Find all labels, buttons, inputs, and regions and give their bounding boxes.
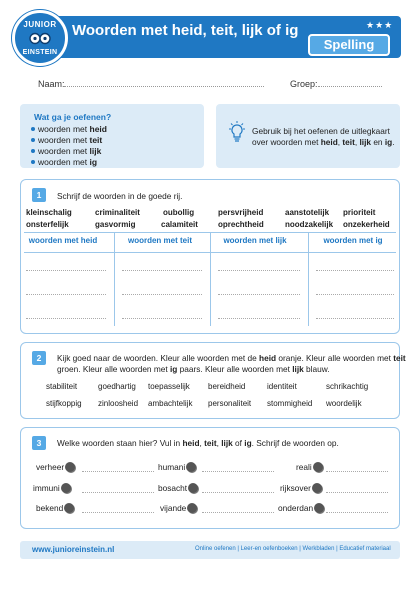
lightbulb-icon <box>228 121 246 143</box>
exercise-2-instruction-1: Kijk goed naar de woorden. Kleur alle woorden met de heid oranje. Kleur alle woorden met teit <box>57 353 406 363</box>
word: kleinschalig <box>26 208 72 217</box>
column-divider <box>114 232 115 326</box>
goal-item: woorden met heid <box>38 124 107 134</box>
color-word[interactable]: toepasselijk <box>148 382 190 391</box>
answer-line[interactable] <box>218 294 300 295</box>
color-word[interactable]: schrikachtig <box>326 382 369 391</box>
word: calamiteit <box>161 220 198 229</box>
color-word[interactable]: ambachtelijk <box>148 399 193 408</box>
fill-word: rijksover <box>280 483 322 493</box>
column-header-teit: woorden met teit <box>127 236 192 245</box>
exercise-3-card <box>20 427 400 529</box>
color-word[interactable]: personaliteit <box>208 399 252 408</box>
answer-line[interactable] <box>326 512 388 513</box>
answer-line[interactable] <box>122 294 202 295</box>
fill-word: immuni <box>33 483 71 493</box>
goal-item: woorden met ig <box>38 157 98 167</box>
answer-line[interactable] <box>218 318 300 319</box>
ink-blot-icon <box>188 483 198 493</box>
goals-box <box>20 104 204 168</box>
tip-box <box>216 104 400 168</box>
answer-line[interactable] <box>82 512 154 513</box>
color-word[interactable]: bereidheid <box>208 382 246 391</box>
answer-line[interactable] <box>82 471 154 472</box>
color-word[interactable]: stommigheid <box>267 399 313 408</box>
color-word[interactable]: identiteit <box>267 382 297 391</box>
exercise-number: 3 <box>32 436 46 450</box>
ink-blot-icon <box>312 483 322 493</box>
goal-item: woorden met lijk <box>38 146 102 156</box>
fill-word: humani <box>158 462 196 472</box>
answer-line[interactable] <box>316 294 394 295</box>
ink-blot-icon <box>64 503 74 513</box>
footer-links[interactable]: Online oefenen | Leer-en oefenboeken | Werkbladen | Educatief materiaal <box>195 546 391 552</box>
difficulty-stars: ★★★ <box>366 20 394 30</box>
column-header-lijk: woorden met lijk <box>223 236 287 245</box>
answer-line[interactable] <box>202 492 274 493</box>
exercise-1-instruction: Schrijf de woorden in de goede rij. <box>57 191 183 201</box>
fill-word: bekend <box>36 503 74 513</box>
ink-blot-icon <box>186 462 196 472</box>
tip-line-2: over woorden met heid, teit, lijk en ig. <box>252 137 395 147</box>
word: oprechtheid <box>218 220 264 229</box>
column-header-heid: woorden met heid <box>28 236 98 245</box>
answer-line[interactable] <box>316 318 394 319</box>
junior-einstein-logo <box>12 10 68 66</box>
ink-blot-icon <box>65 462 75 472</box>
name-field[interactable] <box>64 86 264 87</box>
logo-text-bottom: EINSTEIN <box>22 49 58 56</box>
ink-blot-icon <box>313 462 323 472</box>
column-divider <box>210 232 211 326</box>
word: onsterfelijk <box>26 220 69 229</box>
answer-line[interactable] <box>326 492 388 493</box>
column-divider <box>308 232 309 326</box>
color-word[interactable]: goedhartig <box>98 382 136 391</box>
tip-line-1: Gebruik bij het oefenen de uitlegkaart <box>252 126 390 136</box>
exercise-3-instruction: Welke woorden staan hier? Vul in heid, teit, lijk of ig. Schrijf de woorden op. <box>57 438 339 448</box>
answer-line[interactable] <box>218 270 300 271</box>
page-title: Woorden met heid, teit, lijk of ig <box>72 22 299 39</box>
word: persvrijheid <box>218 208 264 217</box>
word: onzekerheid <box>343 220 390 229</box>
fill-word: vijande <box>160 503 197 513</box>
group-label: Groep: <box>290 79 318 89</box>
color-word[interactable]: stijfkoppig <box>46 399 82 408</box>
exercise-2-instruction-2: groen. Kleur alle woorden met ig paars. Kleur alle woorden met lijk blauw. <box>57 364 330 374</box>
answer-line[interactable] <box>202 512 274 513</box>
ink-blot-icon <box>314 503 324 513</box>
answer-line[interactable] <box>316 270 394 271</box>
color-word[interactable]: zinloosheid <box>98 399 139 408</box>
footer-url-link[interactable]: www.junioreinstein.nl <box>32 545 115 554</box>
answer-line[interactable] <box>122 270 202 271</box>
footer-bar <box>20 541 400 559</box>
word: prioriteit <box>343 208 376 217</box>
ink-blot-icon <box>61 483 71 493</box>
word: oubollig <box>163 208 195 217</box>
name-label: Naam: <box>38 79 65 89</box>
color-word[interactable]: woordelijk <box>326 399 362 408</box>
answer-line[interactable] <box>26 318 106 319</box>
group-field[interactable] <box>318 86 382 87</box>
fill-word: verheer <box>36 462 75 472</box>
answer-line[interactable] <box>82 492 154 493</box>
fill-word: onderdan <box>278 503 324 513</box>
goals-title: Wat ga je oefenen? <box>34 112 112 122</box>
goal-item: woorden met teit <box>38 135 103 145</box>
word: aanstotelijk <box>285 208 330 217</box>
word: noodzakelijk <box>285 220 334 229</box>
answer-line[interactable] <box>202 471 274 472</box>
exercise-number: 1 <box>32 188 46 202</box>
fill-word: bosacht <box>158 483 198 493</box>
word: criminaliteit <box>95 208 140 217</box>
exercise-number: 2 <box>32 351 46 365</box>
answer-line[interactable] <box>122 318 202 319</box>
einstein-face-icon <box>29 32 51 45</box>
color-word[interactable]: stabiliteit <box>46 382 78 391</box>
subject-tag: Spelling <box>308 34 390 56</box>
answer-line[interactable] <box>26 294 106 295</box>
ink-blot-icon <box>187 503 197 513</box>
logo-text-top: JUNIOR <box>23 20 57 29</box>
column-header-ig: woorden met ig <box>323 236 383 245</box>
word: gasvormig <box>95 220 136 229</box>
answer-line[interactable] <box>26 270 106 271</box>
fill-word: reali <box>296 462 323 472</box>
answer-line[interactable] <box>326 471 388 472</box>
